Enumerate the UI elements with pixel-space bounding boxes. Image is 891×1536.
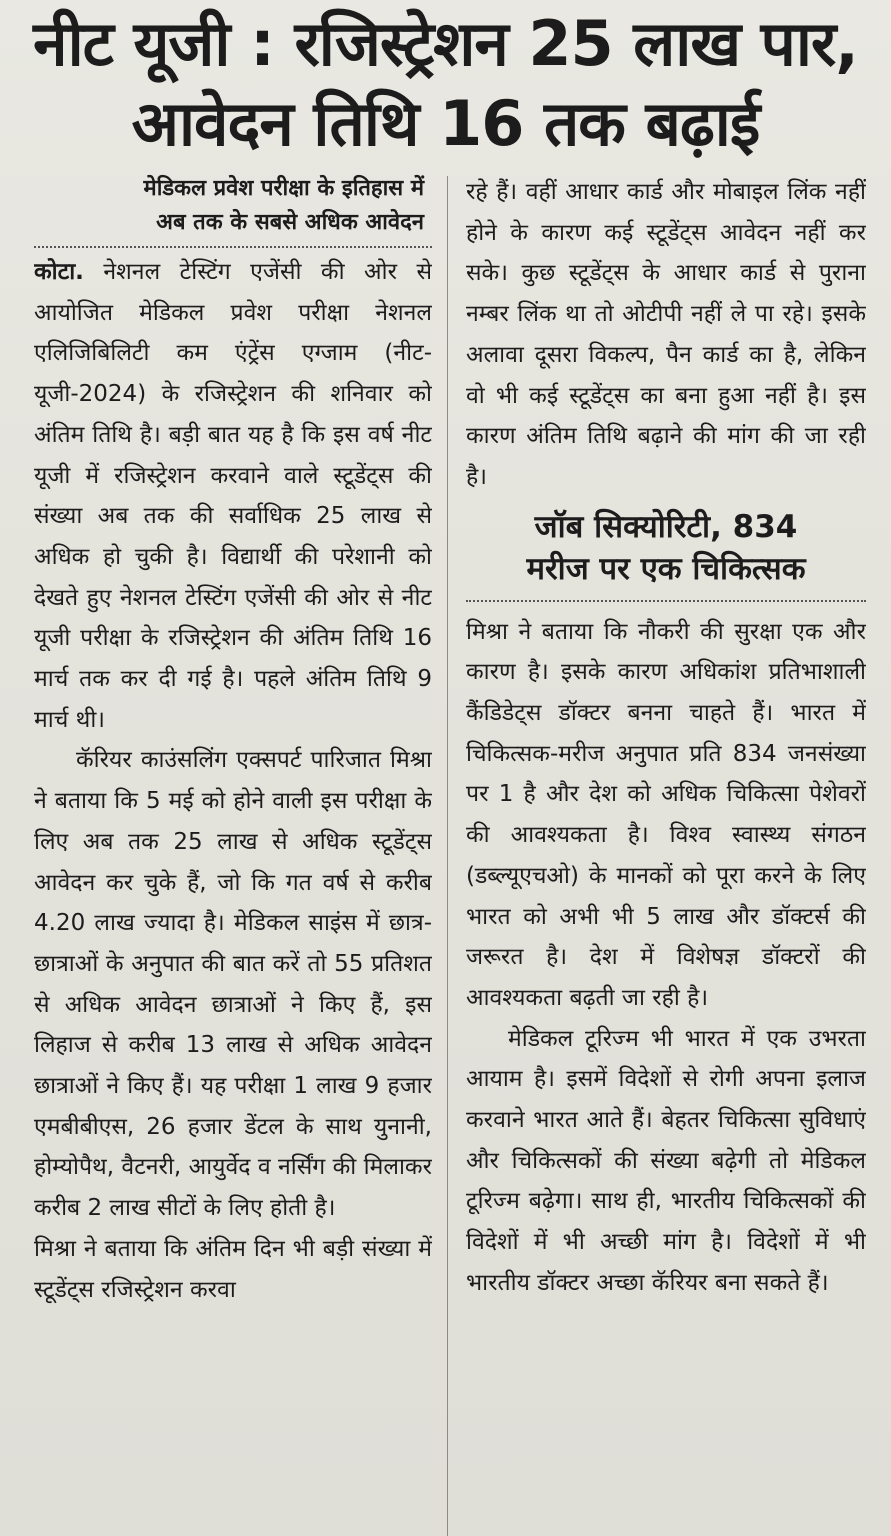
subheadline-line-2: अब तक के सबसे अधिक आवेदन [156,210,424,235]
paragraph-1 [34,252,432,740]
paragraph-2: कॅरियर काउंसलिंग एक्सपर्ट पारिजात मिश्रा ने बताया कि 5 मई को होने वाली इस परीक्षा के लिए अब तक 25 लाख से अधिक स्टूडेंट्स आवेदन कर चुके हैं, जो कि गत वर्ष से करीब 4.20 लाख ज्यादा है। मेडिकल साइंस में छात्र-छात्राओं के अनुपात की बात करें तो 55 प्रतिशत से अधिक आवेदन छात्राओं ने किए हैं, इस लिहाज से करीब 13 लाख से अधिक आवेदन छात्राओं ने किए हैं। यह परीक्षा 1 लाख 9 हजार एमबीबीएस, 26 हजार डेंटल के साथ युनानी, होम्योपैथ, वैटनरी, आयुर्वेद व नर्सिंग की मिलाकर करीब 2 लाख सीटों के लिए होती है। [34,747,432,1222]
headline [0,0,891,160]
paragraph-1-text: नेशनल टेस्टिंग एजेंसी की ओर से आयोजित मेडिकल प्रवेश परीक्षा नेशनल एलिजिबिलिटी कम एंट्रेंस एग्जाम (नीट-यूजी-2024) के रजिस्ट्रेशन की शनिवार को अंतिम तिथि है। बड़ी बात यह है कि इस वर्ष नीट यूजी में रजिस्ट्रेशन करवाने वाले स्टूडेंट्स की संख्या अब तक की सर्वाधिक 25 लाख से अधिक हो चुकी है। विद्यार्थी की परेशानी को देखते हुए नेशनल टेस्टिंग एजेंसी की ओर से नीट यूजी परीक्षा के रजिस्ट्रेशन की अंतिम तिथि 16 मार्च तक कर दी गई है। पहले अंतिम तिथि 9 मार्च थी। [34,259,432,733]
left-column [34,172,432,1536]
crosshead-line-2: मरीज पर एक चिकित्सक [526,550,806,587]
subheadline-separator [34,246,432,248]
right-column [466,172,866,1536]
subheadline-line-1: मेडिकल प्रवेश परीक्षा के इतिहास में [143,176,424,201]
column-divider [447,176,448,1536]
paragraph-5: मिश्रा ने बताया कि नौकरी की सुरक्षा एक और कारण है। इसके कारण अधिकांश प्रतिभाशाली कैंडिडेट्स डॉक्टर बनना चाहते हैं। भारत में चिकित्सक-मरीज अनुपात प्रति 834 जनसंख्या पर 1 है और देश को अधिक चिकित्सा पेशेवरों की आवश्यकता है। विश्व स्वास्थ्य संगठन (डब्ल्यूएचओ) के मानकों को पूरा करने के लिए भारत को अभी भी 5 लाख और डॉक्टर्स की जरूरत है। देश में विशेषज्ञ डॉक्टरों की आवश्यकता बढ़ती जा रही है। [466,618,866,1011]
headline-line-2: आवेदन तिथि 16 तक बढ़ाई [131,87,760,160]
crosshead [466,506,866,602]
subheadline [34,172,432,240]
crosshead-line-1: जॉब सिक्योरिटी, 834 [534,508,798,545]
dateline: कोटा. [34,259,84,285]
headline-line-1: नीट यूजी : रजिस्ट्रेशन 25 लाख पार, [33,7,858,80]
paragraph-3: मिश्रा ने बताया कि अंतिम दिन भी बड़ी संख्या में स्टूडेंट्स रजिस्ट्रेशन करवा [34,1235,432,1303]
paragraph-6: मेडिकल टूरिज्म भी भारत में एक उभरता आयाम है। इसमें विदेशों से रोगी अपना इलाज करवाने भारत आते हैं। बेहतर चिकित्सा सुविधाएं और चिकित्सकों की संख्या बढ़ेगी तो मेडिकल टूरिज्म बढ़ेगा। साथ ही, भारतीय चिकित्सकों की विदेशों में भी अच्छी मांग है। विदेशों में भी भारतीय डॉक्टर अच्छा कॅरियर बना सकते हैं। [466,1025,866,1296]
paragraph-4: रहे हैं। वहीं आधार कार्ड और मोबाइल लिंक नहीं होने के कारण कई स्टूडेंट्स आवेदन नहीं कर सके। कुछ स्टूडेंट्स के आधार कार्ड से पुराना नम्बर लिंक था तो ओटीपी नहीं ले पा रहे। इसके अलावा दूसरा विकल्प, पैन कार्ड का है, लेकिन वो भी कई स्टूडेंट्स का बना हुआ नहीं है। इस कारण अंतिम तिथि बढ़ाने की मांग की जा रही है। [466,179,866,490]
